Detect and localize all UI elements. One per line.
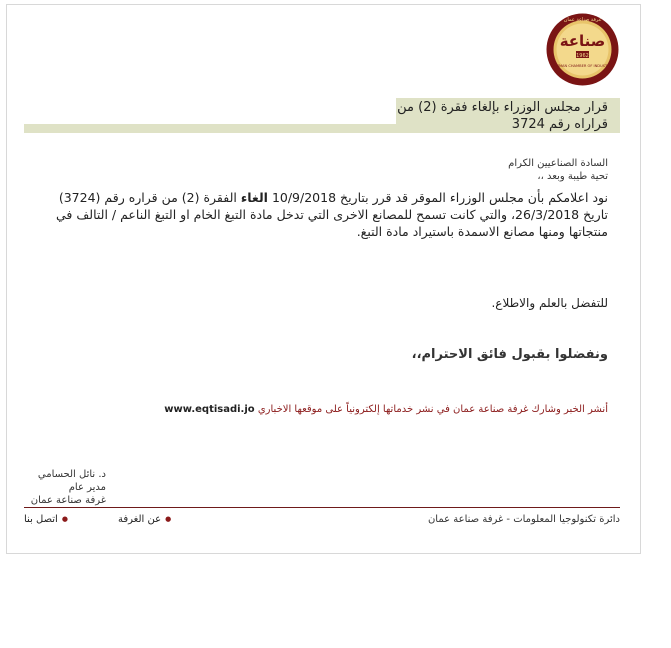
logo-year: 1962 bbox=[576, 53, 589, 59]
logo-label-ar: غرفة صناعة عمان bbox=[563, 17, 602, 23]
closing-text: ونفضلوا بقبول فائق الاحترام،، bbox=[411, 347, 608, 362]
title-band-notch bbox=[24, 98, 396, 124]
footer-department: دائرة تكنولوجيا المعلومات - غرفة صناعة عمان bbox=[427, 514, 620, 525]
body-bold: الغاء bbox=[240, 190, 268, 205]
salutation-line2: تحية طيبة وبعد ،، bbox=[537, 171, 608, 182]
footer-contact-link[interactable] bbox=[24, 514, 68, 525]
share-line bbox=[164, 404, 608, 415]
logo-brand: صناعة bbox=[559, 32, 606, 50]
page-title bbox=[368, 99, 608, 133]
page-title-line2: قراراه رقم 3724 bbox=[511, 117, 608, 132]
salutation-line1: السادة الصناعيين الكرام bbox=[508, 158, 608, 169]
footer-divider bbox=[24, 507, 620, 508]
footer-about-link[interactable] bbox=[118, 514, 171, 525]
signature-block bbox=[24, 468, 106, 507]
signature-name: د. نائل الحسامي bbox=[37, 469, 106, 480]
bullet-icon: ● bbox=[61, 515, 68, 523]
footer-contact-label: اتصل بنا bbox=[24, 514, 58, 525]
logo-label-en: AMMAN CHAMBER OF INDUSTRY bbox=[553, 64, 612, 68]
page-title-line1: قرار مجلس الوزراء بإلغاء فقرة (2) من bbox=[397, 100, 608, 115]
body-part2: الفقرة (2) من قراره رقم (3724) تاريخ 26/3/2018، والتي كانت تسمح للمصانع الاخرى التي تدخل مادة التبغ الخام او التبغ الناعم / التالف في منتجاتها ومنها مصانع الاسمدة باستيراد مادة التبغ. bbox=[55, 190, 608, 239]
salutation bbox=[508, 157, 608, 183]
body-paragraph bbox=[43, 189, 608, 240]
share-text: أنشر الخبر وشارك غرفة صناعة عمان في نشر خدماتها إلكترونياً على موقعها الاخباري bbox=[257, 404, 608, 415]
signature-org: غرفة صناعة عمان bbox=[30, 495, 106, 506]
bullet-icon: ● bbox=[165, 515, 172, 523]
note-text: للتفضل بالعلم والاطلاع. bbox=[491, 296, 608, 310]
signature-role: مدير عام bbox=[68, 482, 106, 493]
footer-about-label: عن الغرفة bbox=[118, 514, 162, 525]
site-link[interactable]: www.eqtisadi.jo bbox=[164, 404, 255, 415]
body-part1: نود اعلامكم بأن مجلس الوزراء الموقر قد قرر بتاريخ 10/9/2018 bbox=[267, 190, 608, 205]
chamber-logo bbox=[545, 12, 620, 87]
